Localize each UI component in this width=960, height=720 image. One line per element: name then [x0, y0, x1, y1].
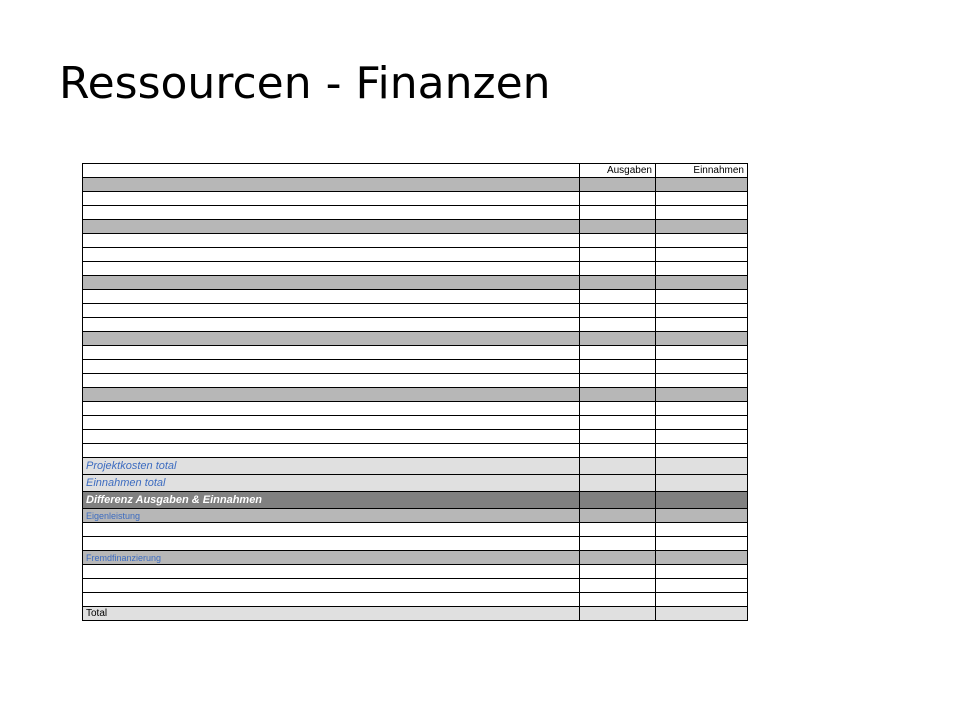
table-row	[83, 206, 748, 220]
expenses-cell	[580, 444, 656, 458]
table-row	[83, 579, 748, 593]
expenses-cell	[580, 565, 656, 579]
row-own-contribution	[83, 509, 748, 523]
table-row	[83, 360, 748, 374]
income-cell	[656, 234, 748, 248]
income-cell	[656, 523, 748, 537]
expenses-cell	[580, 458, 656, 475]
expenses-cell	[580, 192, 656, 206]
expenses-cell	[580, 607, 656, 621]
label-cell	[83, 579, 580, 593]
table-row	[83, 593, 748, 607]
income-cell	[656, 607, 748, 621]
header-label-cell	[83, 164, 580, 178]
label-cell	[83, 206, 580, 220]
label-cell	[83, 220, 580, 234]
expenses-cell	[580, 304, 656, 318]
label-cell: Einnahmen total	[83, 475, 580, 492]
label-cell	[83, 192, 580, 206]
label-cell: Differenz Ausgaben & Einnahmen	[83, 492, 580, 509]
expenses-cell	[580, 537, 656, 551]
section-row	[83, 388, 748, 402]
label-cell	[83, 248, 580, 262]
income-cell	[656, 360, 748, 374]
income-cell	[656, 276, 748, 290]
row-external-financing	[83, 551, 748, 565]
label-cell	[83, 565, 580, 579]
row-income-total	[83, 475, 748, 492]
table-row	[83, 416, 748, 430]
income-cell	[656, 565, 748, 579]
table-row	[83, 192, 748, 206]
section-row	[83, 332, 748, 346]
expenses-cell	[580, 388, 656, 402]
expenses-cell	[580, 248, 656, 262]
income-cell	[656, 388, 748, 402]
table-row	[83, 430, 748, 444]
expenses-cell	[580, 318, 656, 332]
expenses-cell	[580, 492, 656, 509]
table-row	[83, 346, 748, 360]
expenses-cell	[580, 475, 656, 492]
expenses-cell	[580, 374, 656, 388]
table-row	[83, 523, 748, 537]
income-cell	[656, 402, 748, 416]
table-header-row	[83, 164, 748, 178]
expenses-cell	[580, 276, 656, 290]
income-cell	[656, 318, 748, 332]
expenses-cell	[580, 220, 656, 234]
income-cell	[656, 304, 748, 318]
label-cell	[83, 332, 580, 346]
table-row	[83, 374, 748, 388]
label-cell	[83, 430, 580, 444]
label-cell	[83, 360, 580, 374]
income-cell	[656, 346, 748, 360]
table-row	[83, 444, 748, 458]
income-cell	[656, 458, 748, 475]
column-header-expenses: Ausgaben	[580, 164, 656, 178]
expenses-cell	[580, 262, 656, 276]
section-row	[83, 220, 748, 234]
section-row	[83, 178, 748, 192]
income-cell	[656, 374, 748, 388]
income-cell	[656, 593, 748, 607]
income-cell	[656, 551, 748, 565]
expenses-cell	[580, 509, 656, 523]
expenses-cell	[580, 430, 656, 444]
income-cell	[656, 475, 748, 492]
finance-table	[82, 163, 748, 621]
label-cell	[83, 537, 580, 551]
expenses-cell	[580, 402, 656, 416]
table-row	[83, 402, 748, 416]
row-difference	[83, 492, 748, 509]
income-cell	[656, 178, 748, 192]
table-row	[83, 248, 748, 262]
expenses-cell	[580, 178, 656, 192]
label-cell	[83, 593, 580, 607]
income-cell	[656, 537, 748, 551]
expenses-cell	[580, 593, 656, 607]
expenses-cell	[580, 579, 656, 593]
label-cell	[83, 388, 580, 402]
expenses-cell	[580, 332, 656, 346]
section-row	[83, 276, 748, 290]
label-cell: Fremdfinanzierung	[83, 551, 580, 565]
label-cell	[83, 276, 580, 290]
label-cell	[83, 290, 580, 304]
label-cell: Projektkosten total	[83, 458, 580, 475]
label-cell	[83, 346, 580, 360]
income-cell	[656, 248, 748, 262]
expenses-cell	[580, 234, 656, 248]
label-cell	[83, 304, 580, 318]
table-row	[83, 262, 748, 276]
label-cell	[83, 262, 580, 276]
label-cell	[83, 523, 580, 537]
income-cell	[656, 262, 748, 276]
expenses-cell	[580, 416, 656, 430]
label-cell	[83, 402, 580, 416]
income-cell	[656, 290, 748, 304]
row-total	[83, 607, 748, 621]
income-cell	[656, 220, 748, 234]
label-cell	[83, 178, 580, 192]
table-row	[83, 290, 748, 304]
label-cell	[83, 374, 580, 388]
label-cell	[83, 416, 580, 430]
table-row	[83, 318, 748, 332]
income-cell	[656, 332, 748, 346]
table-row	[83, 234, 748, 248]
income-cell	[656, 579, 748, 593]
income-cell	[656, 430, 748, 444]
label-cell: Total	[83, 607, 580, 621]
label-cell	[83, 444, 580, 458]
table-row	[83, 537, 748, 551]
table-row	[83, 565, 748, 579]
expenses-cell	[580, 523, 656, 537]
expenses-cell	[580, 551, 656, 565]
expenses-cell	[580, 346, 656, 360]
slide-title: Ressourcen - Finanzen	[59, 58, 551, 109]
column-header-income: Einnahmen	[656, 164, 748, 178]
income-cell	[656, 416, 748, 430]
label-cell	[83, 234, 580, 248]
income-cell	[656, 492, 748, 509]
expenses-cell	[580, 360, 656, 374]
label-cell: Eigenleistung	[83, 509, 580, 523]
label-cell	[83, 318, 580, 332]
income-cell	[656, 509, 748, 523]
income-cell	[656, 444, 748, 458]
income-cell	[656, 206, 748, 220]
income-cell	[656, 192, 748, 206]
table-row	[83, 304, 748, 318]
expenses-cell	[580, 290, 656, 304]
row-project-costs-total	[83, 458, 748, 475]
expenses-cell	[580, 206, 656, 220]
